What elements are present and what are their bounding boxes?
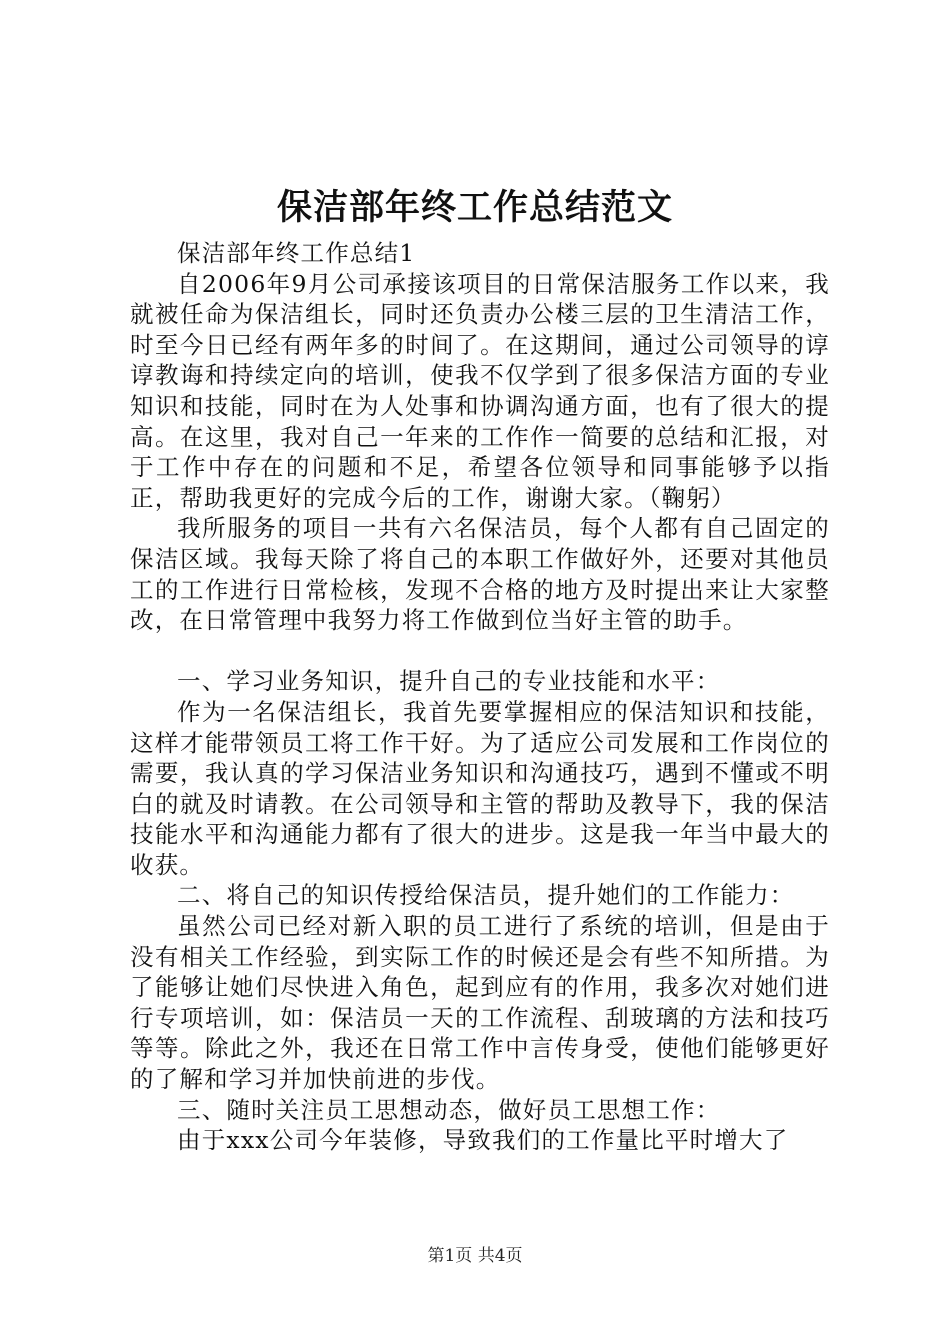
paragraph-section-1: 作为一名保洁组长，我首先要掌握相应的保洁知识和技能，这样才能带领员工将工作干好。为了适应公司发展和工作岗位的需要，我认真的学习保洁业务知识和沟通技巧，遇到不懂或不明白的就及时请教。在公司领导和主管的帮助及教导下，我的保洁技能水平和沟通能力都有了很大的进步。这是我一年当中最大的收获。 bbox=[130, 697, 830, 879]
page-number: 第1页 共4页 bbox=[427, 1246, 523, 1266]
paragraph-section-2: 虽然公司已经对新入职的员工进行了系统的培训，但是由于没有相关工作经验，到实际工作的时候还是会有些不知所措。为了能够让她们尽快进入角色，起到应有的作用，我多次对她们进行专项培训，如：保洁员一天的工作流程、刮玻璃的方法和技巧等等。除此之外，我还在日常工作中言传身受，使他们能够更好的了解和学习并加快前进的步伐。 bbox=[130, 912, 830, 1094]
heading-section-2: 二、将自己的知识传授给保洁员，提升她们的工作能力： bbox=[177, 881, 795, 910]
paragraph-team: 我所服务的项目一共有六名保洁员，每个人都有自己固定的保洁区域。我每天除了将自己的本职工作做好外，还要对其他员工的工作进行日常检核，发现不合格的地方及时提出来让大家整改，在日常管理中我努力将工作做到位当好主管的助手。 bbox=[130, 514, 830, 635]
heading-section-3: 三、随时关注员工思想动态，做好员工思想工作： bbox=[177, 1095, 721, 1124]
paragraph-section-3: 由于xxx公司今年装修，导致我们的工作量比平时增大了 bbox=[177, 1126, 789, 1155]
document-title: 保洁部年终工作总结范文 bbox=[276, 187, 673, 228]
section-subtitle: 保洁部年终工作总结1 bbox=[177, 239, 416, 267]
heading-section-1: 一、学习业务知识，提升自己的专业技能和水平： bbox=[177, 667, 721, 696]
document-body bbox=[130, 238, 830, 1156]
paragraph-intro: 自2006年9月公司承接该项目的日常保洁服务工作以来，我就被任命为保洁组长，同时还负责办公楼三层的卫生清洁工作，时至今日已经有两年多的时间了。在这期间，通过公司领导的谆谆教诲和持续定向的培训，使我不仅学到了很多保洁方面的专业知识和技能，同时在为人处事和协调沟通方面，也有了很大的提高。在这里，我对自己一年来的工作作一简要的总结和汇报，对于工作中存在的问题和不足，希望各位领导和同事能够予以指正，帮助我更好的完成今后的工作，谢谢大家。（鞠躬） bbox=[130, 269, 830, 512]
